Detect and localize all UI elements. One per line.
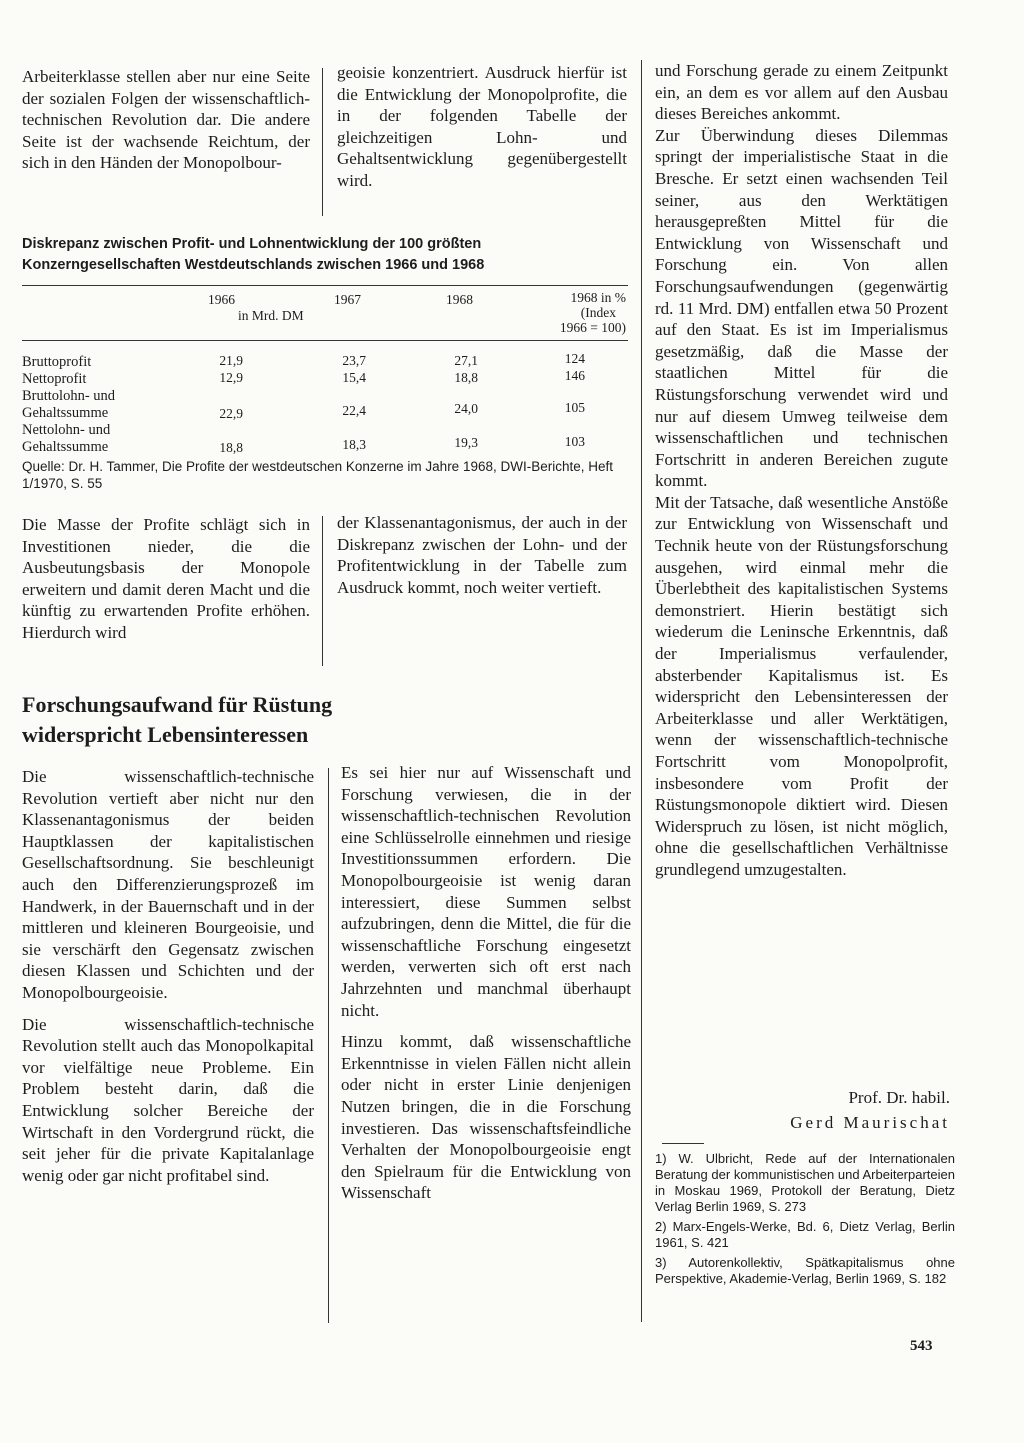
right-paragraph-1: und Forschung gerade zu einem Zeitpunkt ein, an dem es vor allem auf den Ausbau dieses Bereiches ankommt. [655,61,948,124]
top-middle-column [337,62,627,192]
column-divider [641,60,642,1322]
table-header-1967: 1967 [334,292,361,307]
table-cell: 22,4 [342,403,366,418]
mid-left-column [22,514,310,644]
right-column [655,60,948,881]
mid-left-paragraph: Die Masse der Profite schlägt sich in Investitionen nieder, die die Ausbeutungsbasis der Monopole erweitern und damit deren Macht und die künftig zu erwartenden Profite erhöhen. Hierdurch wird [22,515,310,642]
section-heading: Forschungsaufwand für Rüstung widerspricht Lebensinteressen [22,692,333,747]
bottom-left-paragraph-1: Die wissenschaftlich-technische Revolution vertieft aber nicht nur den Klassenantagonismus der beiden Hauptklassen der kapitalistischen Gesellschaftsordnung. Sie beschleunigt auch den Differenzierungsprozeß im Handwerk, in der Bauernschaft und in der mittleren und kleineren Bourgeoisie, und sie verschärft den Gegensatz zwischen diesen Klassen und Schichten und der Monopolbourgeoisie. [22,767,314,1002]
column-divider [322,68,323,216]
footnote-3: 3) Autorenkollektiv, Spätkapitalismus ohne Perspektive, Akademie-Verlag, Berlin 1969, S. 182 [655,1255,955,1286]
page-number: 543 [910,1338,933,1354]
footnote-2: 2) Marx-Engels-Werke, Bd. 6, Dietz Verlag, Berlin 1961, S. 421 [655,1219,955,1250]
author-name: Gerd Maurischat [790,1113,950,1132]
table-cell: 12,9 [219,370,243,385]
table-row-label: Bruttolohn- und [22,388,116,404]
table-cell: 19,3 [454,435,478,450]
table-cell: 23,7 [342,353,366,368]
top-left-paragraph: Arbeiterklasse stellen aber nur eine Seite der sozialen Folgen der wissenschaftlich-technischen Revolution dar. Die andere Seite ist der wachsende Reichtum, der sich in den Händen der Monopolbour- [22,67,310,173]
table-cell: 22,9 [219,406,243,421]
table-cell: 124 [564,351,585,366]
table-header-rule [22,340,628,341]
right-paragraph-2: Zur Überwindung dieses Dilemmas springt der imperialistische Staat in die Bresche. Er setzt einen wachsenden Teil seiner, aus den Werktätigen herausgepreßten Mittel für die Entwicklung von Wissenschaft und Forschung ein. Von allen Forschungsaufwendungen (gegenwärtig rd. 11 Mrd. DM) entfallen etwa 50 Prozent auf den Staat. Es ist im Imperialismus gesetzmäßig, daß die Masse der staatlichen Mittel für die Rüstungsforschung verwendet wird und nur auf diesem Umweg teilweise dem wissenschaftlichen und technischen Fortschritt in anderen Bereichen zugute kommt. [655,125,948,491]
top-middle-paragraph: geoisie konzentriert. Ausdruck hierfür ist die Entwicklung der Monopolprofite, die in der folgenden Tabelle der gleichzeitigen Lohn- und Gehaltsentwicklung gegenübergestellt wird. [337,63,627,190]
table-header-index-line2: (Index [580,305,616,320]
column-divider [328,768,329,1323]
footnotes [655,1151,955,1291]
table-cell: 105 [564,400,585,415]
mid-middle-column [337,512,627,598]
table-cell: 24,0 [454,401,478,416]
table-header-index-line1: 1968 in % [570,290,626,305]
table-source: Quelle: Dr. H. Tammer, Die Profite der westdeutschen Konzerne im Jahre 1968, DWI-Berichte, Heft 1/1970, S. 55 [22,459,614,491]
mid-middle-paragraph: der Klassenantagonismus, der auch in der Diskrepanz zwischen der Lohn- und der Profitentwicklung in der Tabelle zum Ausdruck kommt, noch weiter vertieft. [337,513,627,597]
table-cell: 146 [564,368,585,383]
bottom-middle-column [341,762,631,1204]
column-divider [322,516,323,666]
table-title: Diskrepanz zwischen Profit- und Lohnentwicklung der 100 größten Konzerngesellschaften Westdeutschlands zwischen 1966 und 1968 [22,236,485,273]
table-row-label: Nettoprofit [22,371,87,387]
table-cell: 15,4 [342,370,366,385]
table-header-1966: 1966 [208,292,235,307]
author-title: Prof. Dr. habil. [848,1088,950,1107]
table-header-unit: in Mrd. DM [238,308,304,323]
table-row-label: Gehaltssumme [22,405,109,421]
table-cell: 27,1 [454,353,478,368]
table-cell: 21,9 [219,353,243,368]
bottom-left-column [22,766,314,1186]
table-cell: 103 [564,434,585,449]
table-cell: 18,8 [219,440,243,455]
bottom-middle-paragraph-2: Hinzu kommt, daß wissenschaftliche Erkenntnisse in vielen Fällen nicht allein oder nicht in erster Linie denjenigen Nutzen bringen, die in die Forschung investieren. Das wissenschaftsfeindliche Verhalten der Monopolbourgeoisie engt den Spielraum für die Entwicklung von Wissenschaft [341,1032,631,1203]
right-paragraph-3: Mit der Tatsache, daß wesentliche Anstöße zur Entwicklung von Wissenschaft und Technik heute von der Rüstungsforschung ausgehen, wird einmal mehr die Überlebtheit des kapitalistischen Systems demonstriert. Hierin bestätigt sich wiederum die Leninsche Erkenntnis, daß der Imperialismus verfaulender, absterbender Kapitalismus ist. Es widerspricht den Lebensinteressen der Arbeiterklasse und aller Werktätigen, wenn der wissenschaftlich-technische Fortschritt vom Monopolprofit, insbesondere vom Profit der Rüstungsmonopole diktiert wird. Diesen Widerspruch zu lösen, ist nicht möglich, ohne die gesellschaftlichen Verhältnisse grundlegend umzugestalten. [655,492,948,879]
table-cell: 18,8 [454,370,478,385]
table-cell: 18,3 [342,437,366,452]
table-row-label: Gehaltssumme [22,439,109,455]
table-header-index-line3: 1966 = 100) [559,320,626,335]
footnote-rule [662,1143,704,1144]
top-left-column [22,66,310,174]
table-top-rule [22,285,628,286]
footnote-1: 1) W. Ulbricht, Rede auf der Internationalen Beratung der kommunistischen und Arbeiterparteien in Moskau 1969, Protokoll der Beratung, Dietz Verlag Berlin 1969, S. 273 [655,1151,955,1214]
bottom-left-paragraph-2: Die wissenschaftlich-technische Revolution stellt auch das Monopolkapital vor vielfältige neue Probleme. Ein Problem besteht darin, daß die Entwicklung solcher Bereiche der Wirtschaft in den Vordergrund rückt, die seit jeher für die private Kapitalanlage wenig oder gar nicht profitabel sind. [22,1014,314,1185]
table-row-label: Bruttoprofit [22,354,92,370]
table-header-1968: 1968 [446,292,473,307]
bottom-middle-paragraph-1: Es sei hier nur auf Wissenschaft und Forschung verwiesen, die in der wissenschaftlich-technischen Revolution eine Schlüsselrolle einnehmen und riesige Investitionssummen erfordern. Die Monopolbourgeoisie ist wenig daran interessiert, diese Summen selbst aufzubringen, denn die Mittel, die für die wissenschaftliche Forschung eingesetzt werden, verwerten sich oft erst nach Jahrzehnten und manchmal überhaupt nicht. [341,763,631,1020]
table-row-label: Nettolohn- und [22,422,111,438]
